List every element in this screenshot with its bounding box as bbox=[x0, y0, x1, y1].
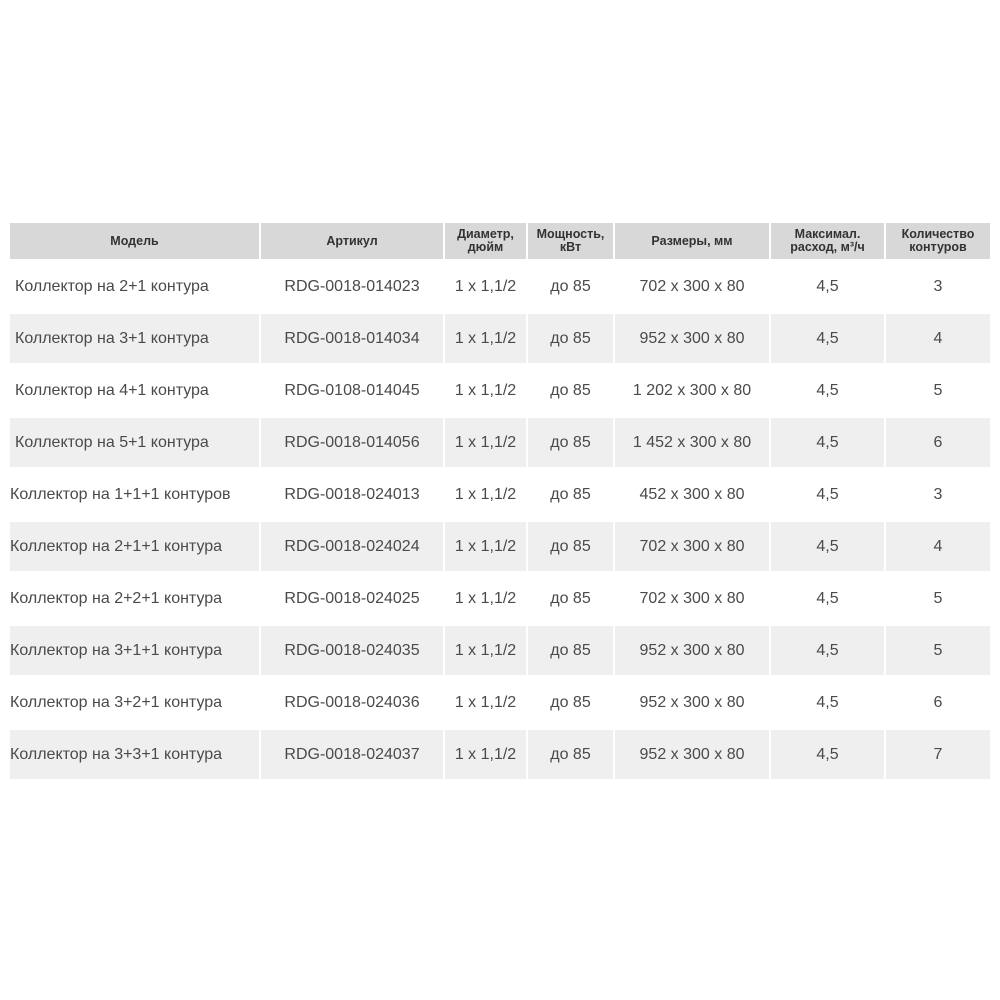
cell-power: до 85 bbox=[527, 521, 614, 573]
cell-article: RDG-0018-014056 bbox=[260, 417, 444, 469]
cell-model: Коллектор на 3+3+1 контура bbox=[10, 729, 260, 780]
cell-size: 952 x 300 x 80 bbox=[614, 729, 770, 780]
table-row bbox=[10, 365, 990, 417]
table-row bbox=[10, 625, 990, 677]
cell-article: RDG-0018-024035 bbox=[260, 625, 444, 677]
cell-diameter: 1 x 1,1/2 bbox=[444, 313, 527, 365]
cell-flow: 4,5 bbox=[770, 365, 885, 417]
cell-power: до 85 bbox=[527, 625, 614, 677]
cell-size: 952 x 300 x 80 bbox=[614, 677, 770, 729]
cell-flow: 4,5 bbox=[770, 729, 885, 780]
cell-flow: 4,5 bbox=[770, 313, 885, 365]
cell-power: до 85 bbox=[527, 573, 614, 625]
cell-diameter: 1 x 1,1/2 bbox=[444, 261, 527, 313]
cell-diameter: 1 x 1,1/2 bbox=[444, 677, 527, 729]
cell-article: RDG-0018-024013 bbox=[260, 469, 444, 521]
cell-size: 452 x 300 x 80 bbox=[614, 469, 770, 521]
cell-size: 952 x 300 x 80 bbox=[614, 625, 770, 677]
table-row bbox=[10, 677, 990, 729]
header-model: Модель bbox=[10, 223, 260, 261]
table-row bbox=[10, 313, 990, 365]
cell-circuits: 6 bbox=[885, 677, 990, 729]
cell-model: Коллектор на 2+2+1 контура bbox=[10, 573, 260, 625]
cell-article: RDG-0018-014023 bbox=[260, 261, 444, 313]
cell-flow: 4,5 bbox=[770, 417, 885, 469]
cell-size: 702 x 300 x 80 bbox=[614, 573, 770, 625]
cell-circuits: 5 bbox=[885, 365, 990, 417]
cell-model: Коллектор на 3+1 контура bbox=[10, 313, 260, 365]
cell-power: до 85 bbox=[527, 469, 614, 521]
cell-model: Коллектор на 3+1+1 контура bbox=[10, 625, 260, 677]
cell-power: до 85 bbox=[527, 365, 614, 417]
cell-circuits: 6 bbox=[885, 417, 990, 469]
header-diameter: Диаметр, дюйм bbox=[444, 223, 527, 261]
cell-diameter: 1 x 1,1/2 bbox=[444, 365, 527, 417]
cell-diameter: 1 x 1,1/2 bbox=[444, 625, 527, 677]
cell-article: RDG-0018-024037 bbox=[260, 729, 444, 780]
table-row bbox=[10, 521, 990, 573]
header-size: Размеры, мм bbox=[614, 223, 770, 261]
cell-flow: 4,5 bbox=[770, 261, 885, 313]
cell-article: RDG-0018-024036 bbox=[260, 677, 444, 729]
cell-circuits: 3 bbox=[885, 469, 990, 521]
cell-flow: 4,5 bbox=[770, 677, 885, 729]
cell-circuits: 5 bbox=[885, 573, 990, 625]
cell-power: до 85 bbox=[527, 313, 614, 365]
cell-diameter: 1 x 1,1/2 bbox=[444, 729, 527, 780]
table-row bbox=[10, 729, 990, 780]
table-row bbox=[10, 417, 990, 469]
cell-model: Коллектор на 2+1 контура bbox=[10, 261, 260, 313]
cell-power: до 85 bbox=[527, 677, 614, 729]
cell-power: до 85 bbox=[527, 417, 614, 469]
header-row bbox=[10, 223, 990, 261]
cell-flow: 4,5 bbox=[770, 573, 885, 625]
table-row bbox=[10, 573, 990, 625]
spec-table bbox=[10, 223, 990, 779]
header-flow: Максимал. расход, м³/ч bbox=[770, 223, 885, 261]
cell-diameter: 1 x 1,1/2 bbox=[444, 469, 527, 521]
cell-diameter: 1 x 1,1/2 bbox=[444, 417, 527, 469]
cell-size: 702 x 300 x 80 bbox=[614, 521, 770, 573]
cell-circuits: 3 bbox=[885, 261, 990, 313]
cell-flow: 4,5 bbox=[770, 625, 885, 677]
table-row bbox=[10, 261, 990, 313]
cell-circuits: 4 bbox=[885, 521, 990, 573]
cell-circuits: 4 bbox=[885, 313, 990, 365]
cell-model: Коллектор на 1+1+1 контуров bbox=[10, 469, 260, 521]
cell-size: 1 202 x 300 x 80 bbox=[614, 365, 770, 417]
cell-flow: 4,5 bbox=[770, 469, 885, 521]
cell-flow: 4,5 bbox=[770, 521, 885, 573]
cell-model: Коллектор на 2+1+1 контура bbox=[10, 521, 260, 573]
header-article: Артикул bbox=[260, 223, 444, 261]
cell-model: Коллектор на 4+1 контура bbox=[10, 365, 260, 417]
header-power: Мощность, кВт bbox=[527, 223, 614, 261]
cell-model: Коллектор на 3+2+1 контура bbox=[10, 677, 260, 729]
cell-diameter: 1 x 1,1/2 bbox=[444, 521, 527, 573]
table-row bbox=[10, 469, 990, 521]
cell-article: RDG-0018-024024 bbox=[260, 521, 444, 573]
cell-diameter: 1 x 1,1/2 bbox=[444, 573, 527, 625]
cell-article: RDG-0018-014034 bbox=[260, 313, 444, 365]
cell-circuits: 7 bbox=[885, 729, 990, 780]
cell-power: до 85 bbox=[527, 729, 614, 780]
cell-circuits: 5 bbox=[885, 625, 990, 677]
cell-article: RDG-0018-024025 bbox=[260, 573, 444, 625]
cell-power: до 85 bbox=[527, 261, 614, 313]
cell-size: 1 452 x 300 x 80 bbox=[614, 417, 770, 469]
cell-model: Коллектор на 5+1 контура bbox=[10, 417, 260, 469]
header-circuits: Количество контуров bbox=[885, 223, 990, 261]
cell-size: 952 x 300 x 80 bbox=[614, 313, 770, 365]
cell-article: RDG-0108-014045 bbox=[260, 365, 444, 417]
cell-size: 702 x 300 x 80 bbox=[614, 261, 770, 313]
